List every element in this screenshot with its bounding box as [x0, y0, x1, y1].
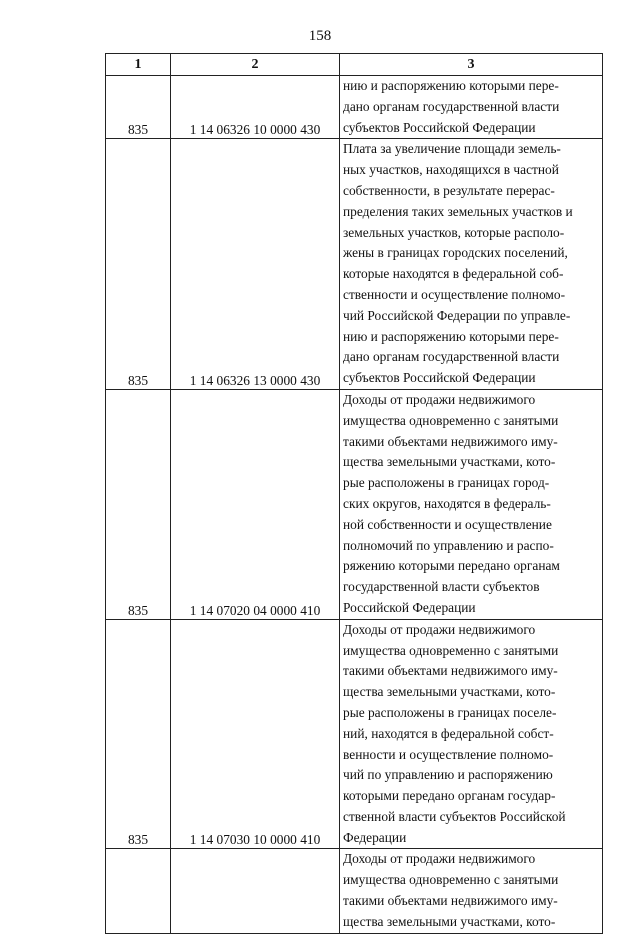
description-line: имущества одновременно с занятыми [343, 872, 559, 888]
table-header-row [106, 54, 603, 76]
table-row [106, 76, 603, 139]
page-number: 158 [308, 28, 332, 44]
description-line: Федерации [343, 829, 407, 845]
admin-code-cell: 835 [106, 619, 171, 849]
admin-code-cell: 835 [106, 139, 171, 390]
description-line: Доходы от продажи недвижимого [343, 851, 536, 867]
description-line: Российской Федерации [343, 599, 476, 615]
admin-code-cell: 835 [106, 389, 171, 619]
description-line: государственной власти субъектов [343, 579, 540, 595]
table-row [106, 849, 603, 933]
description-line: земельных участков, которые располо- [343, 224, 565, 240]
description-line: ных участков, находящихся в частной [343, 162, 559, 178]
header-col-2: 2 [171, 54, 340, 76]
description-line: Доходы от продажи недвижимого [343, 391, 536, 407]
budget-code-cell: 1 14 06326 10 0000 430 [171, 76, 340, 139]
budget-code-cell: 1 14 06326 13 0000 430 [171, 139, 340, 390]
description-line: такими объектами недвижимого иму- [343, 893, 558, 909]
description-line: такими объектами недвижимого иму- [343, 433, 558, 449]
admin-code-cell [106, 849, 171, 933]
description-line: полномочий по управлению и распо- [343, 537, 554, 553]
description-line: дано органам государственной власти [343, 349, 560, 365]
description-cell [340, 76, 603, 139]
budget-code-cell: 1 14 07030 10 0000 410 [171, 619, 340, 849]
description-line: субъектов Российской Федерации [343, 119, 536, 135]
description-line: имущества одновременно с занятыми [343, 642, 559, 658]
admin-code-cell: 835 [106, 76, 171, 139]
header-col-1: 1 [106, 54, 171, 76]
description-cell [340, 849, 603, 933]
description-line: которыми передано органам государ- [343, 788, 556, 804]
description-line: пределения таких земельных участков и [343, 203, 573, 219]
description-line: имущества одновременно с занятыми [343, 412, 559, 428]
description-line: ственности и осуществление полномо- [343, 286, 566, 302]
description-line: собственности, в результате перерас- [343, 182, 555, 198]
description-cell [340, 139, 603, 390]
description-line: ряжению которыми передано органам [343, 558, 560, 574]
description-line: щества земельными участками, кото- [343, 913, 556, 929]
description-line: щества земельными участками, кото- [343, 684, 556, 700]
description-line: рые расположены в границах город- [343, 475, 550, 491]
revenue-table [105, 53, 603, 934]
description-line: нию и распоряжению которыми пере- [343, 328, 559, 344]
description-line: ственной власти субъектов Российской [343, 808, 566, 824]
description-cell [340, 389, 603, 619]
description-line: венности и осуществление полномо- [343, 746, 554, 762]
description-cell [340, 619, 603, 849]
description-line: ний, находятся в федеральной собст- [343, 725, 554, 741]
description-line: ских округов, находятся в федераль- [343, 495, 551, 511]
description-line: чий Российской Федерации по управле- [343, 307, 571, 323]
description-line: рые расположены в границах поселе- [343, 704, 557, 720]
description-line: Доходы от продажи недвижимого [343, 621, 536, 637]
budget-code-cell [171, 849, 340, 933]
description-line: чий по управлению и распоряжению [343, 767, 553, 783]
budget-code-cell: 1 14 07020 04 0000 410 [171, 389, 340, 619]
table-row [106, 619, 603, 849]
description-line: нию и распоряжению которыми пере- [343, 78, 559, 93]
description-line: такими объектами недвижимого иму- [343, 663, 558, 679]
description-line: дано органам государственной власти [343, 98, 560, 114]
description-line: ной собственности и осуществление [343, 516, 552, 532]
table-row [106, 389, 603, 619]
header-col-3: 3 [340, 54, 603, 76]
description-line: которые находятся в федеральной соб- [343, 266, 564, 282]
description-line: субъектов Российской Федерации [343, 370, 536, 386]
description-line: жены в границах городских поселений, [343, 245, 568, 261]
description-line: щества земельными участками, кото- [343, 454, 556, 470]
table-row [106, 139, 603, 390]
description-line: Плата за увеличение площади земель- [343, 141, 561, 157]
table-body [106, 76, 603, 934]
